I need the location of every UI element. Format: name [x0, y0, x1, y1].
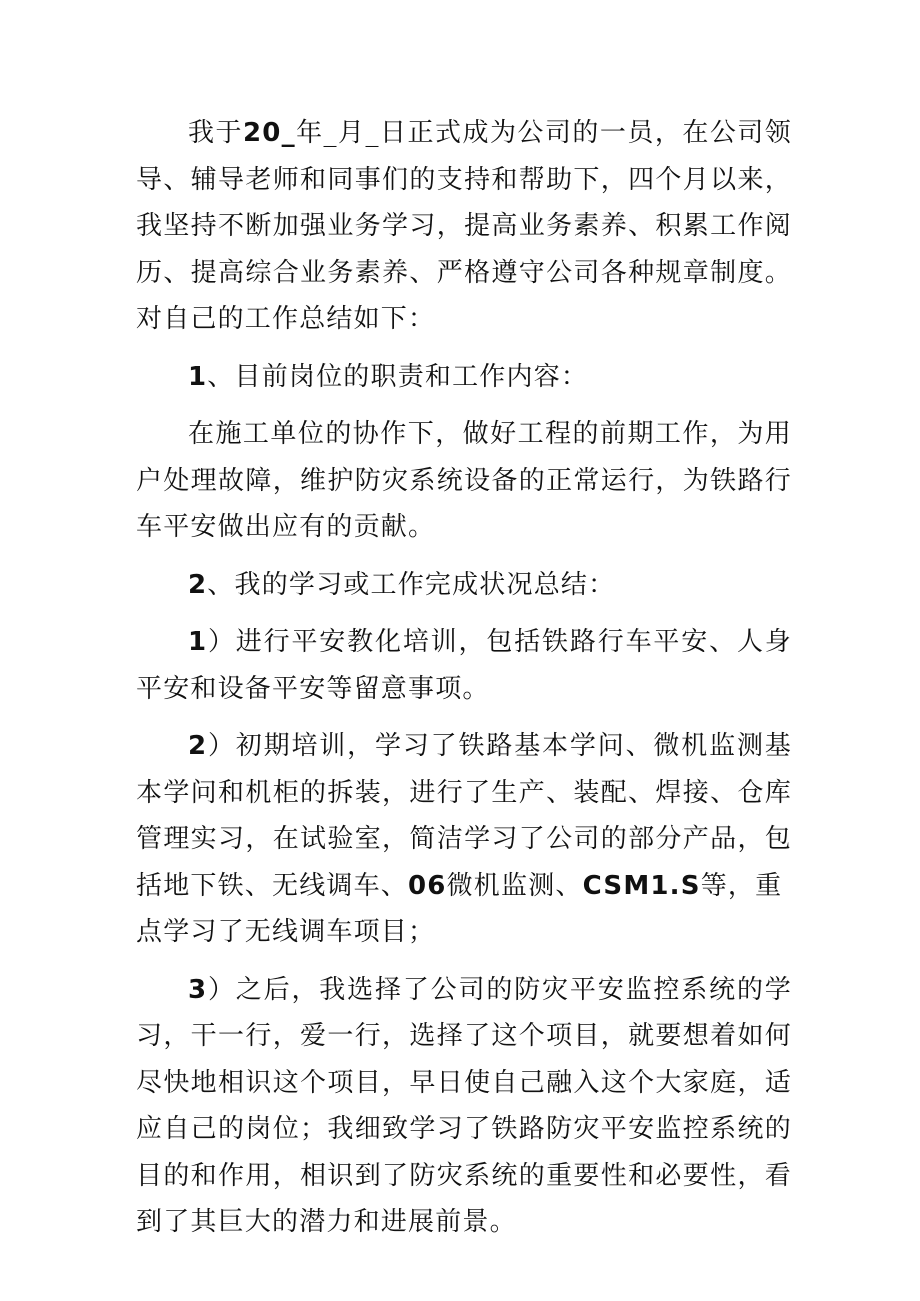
item-1-number: 1: [188, 627, 208, 657]
section-2-number: 2: [188, 569, 208, 600]
item-2-text-2: 微机监测、: [446, 870, 583, 901]
item-1-text: ）进行平安教化培训，包括铁路行车平安、人身平安和设备平安等留意事项。: [136, 627, 792, 704]
item-2-text: ）初期培训，学习了铁路基本学问、微机监测基本学问和机柜的拆装，进行了生产、装配、焊接、仓库管理实习，在试验室，简洁学习了公司的部分产品，包括地下铁、无线调车、: [136, 731, 792, 901]
intro-paragraph: [136, 110, 792, 343]
intro-text-start: 我于: [188, 118, 243, 148]
section-2-heading: [136, 562, 792, 609]
item-3-text: ）之后，我选择了公司的防灾平安监控系统的学习，干一行，爱一行，选择了这个项目，就要想着如何尽快地相识这个项目，早日使自己融入这个大家庭，适应自己的岗位；我细致学习了铁路防灾平安监控系统的目的和作用，相识到了防灾系统的重要性和必要性，看到了其巨大的潜力和进展前景。: [136, 974, 792, 1237]
item-2-paragraph: [136, 723, 792, 909]
section-1-title: 、目前岗位的职责和工作内容：: [207, 361, 589, 392]
duties-paragraph: 在施工单位的协作下，做好工程的前期工作，为用户处理故障，维护防灾系统设备的正常运行，为铁路行车平安做出应有的贡献。: [136, 419, 792, 542]
item-2-code-csm: CSM1.S: [582, 870, 701, 901]
section-2-title: 、我的学习或工作完成状况总结：: [207, 569, 616, 600]
section-1-number: 1: [188, 361, 208, 392]
item-1-paragraph: [136, 619, 792, 712]
item-2-code-06: 06: [408, 870, 447, 901]
section-1-heading: [136, 354, 792, 401]
intro-text-rest: 年_月_日正式成为公司的一员，在公司领导、辅导老师和同事们的支持和帮助下，四个月以来，我坚持不断加强业务学习，提高业务素养、积累工作阅历、提高综合业务素养、严格遵守公司各种规章制度。对自己的工作总结如下：: [136, 118, 792, 334]
intro-year: 20_: [242, 118, 296, 148]
item-2-text-3: 等，重: [700, 870, 783, 901]
item-2-number: 2: [188, 731, 208, 761]
item-2-continuation: 点学习了无线调车项目；: [136, 917, 436, 947]
item-3-number: 3: [188, 974, 208, 1005]
item-3-paragraph: [136, 967, 792, 1246]
